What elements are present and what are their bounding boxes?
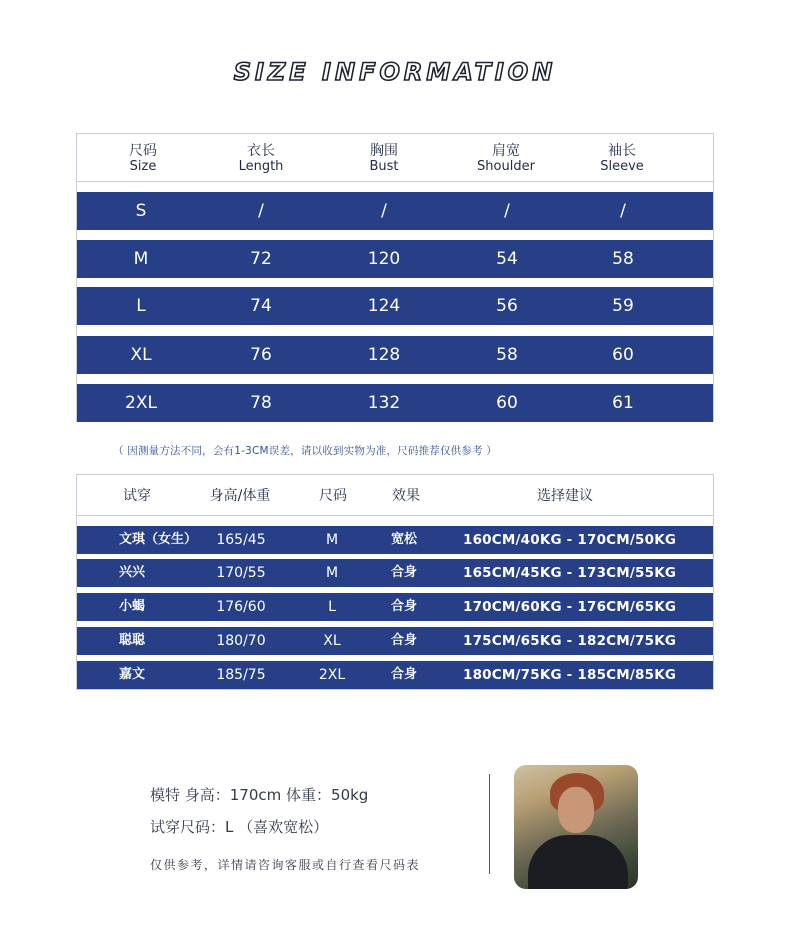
size-table xyxy=(76,133,714,422)
header-en: Bust xyxy=(369,159,399,174)
fit-row xyxy=(77,526,713,554)
size-row-s xyxy=(77,192,713,230)
cell-size: XL xyxy=(130,345,152,365)
header-bust xyxy=(329,143,439,175)
fit-effect: 合身 xyxy=(391,667,418,682)
fit-recommendation: 170CM/60KG - 176CM/65KG xyxy=(463,599,677,615)
header-en: Shoulder xyxy=(477,159,535,174)
cell-size: S xyxy=(135,201,147,221)
vertical-divider xyxy=(489,774,490,874)
cell-length: 72 xyxy=(250,249,272,269)
header-zh: 肩宽 xyxy=(492,143,520,159)
size-row-l xyxy=(77,287,713,325)
measurement-note: （ 因测量方法不同，会有1-3CM误差，请以收到实物为准，尺码推荐仅供参考 ） xyxy=(113,445,498,457)
header-recommendation: 选择建议 xyxy=(537,488,593,504)
size-row-m xyxy=(77,240,713,278)
size-row-2xl xyxy=(77,384,713,422)
model-tried-size: 试穿尺码：L （喜欢宽松） xyxy=(150,818,329,836)
cell-sleeve: / xyxy=(620,201,626,221)
cell-shoulder: 60 xyxy=(496,393,518,413)
fit-recommendation: 175CM/65KG - 182CM/75KG xyxy=(463,633,677,649)
cell-sleeve: 59 xyxy=(612,296,634,316)
height-weight: 165/45 xyxy=(216,532,266,548)
header-size: 尺码 xyxy=(319,488,347,504)
header-length xyxy=(206,143,316,175)
cell-bust: / xyxy=(381,201,387,221)
height-weight: 170/55 xyxy=(216,565,266,581)
tester-name: 嘉文 xyxy=(119,667,146,682)
tester-name: 兴兴 xyxy=(119,565,146,580)
fit-effect: 合身 xyxy=(391,599,418,614)
header-height-weight: 身高/体重 xyxy=(209,488,271,504)
header-en: Size xyxy=(129,159,157,174)
cell-sleeve: 60 xyxy=(612,345,634,365)
cell-sleeve: 61 xyxy=(612,393,634,413)
header-en: Sleeve xyxy=(600,159,644,174)
header-zh: 尺码 xyxy=(129,143,157,159)
cell-shoulder: 56 xyxy=(496,296,518,316)
header-size xyxy=(88,143,198,175)
tester-name: 文琪（女生） xyxy=(119,532,198,547)
cell-shoulder: / xyxy=(504,201,510,221)
size-table-header xyxy=(77,134,713,182)
fit-effect: 宽松 xyxy=(391,532,418,547)
cell-bust: 128 xyxy=(367,345,401,365)
header-en: Length xyxy=(238,159,284,174)
cell-sleeve: 58 xyxy=(612,249,634,269)
header-divider xyxy=(77,181,713,182)
fit-row xyxy=(77,661,713,689)
fit-row xyxy=(77,627,713,655)
cell-size: 2XL xyxy=(125,393,157,413)
model-stats: 模特 身高：170cm 体重：50kg xyxy=(150,786,369,804)
model-photo xyxy=(514,765,638,889)
fit-size: 2XL xyxy=(318,667,346,683)
tester-name: 小蝎 xyxy=(119,599,146,614)
fit-size: M xyxy=(325,565,339,581)
cell-shoulder: 54 xyxy=(496,249,518,269)
reference-note: 仅供参考，详情请咨询客服或自行查看尺码表 xyxy=(150,858,421,872)
header-shoulder xyxy=(451,143,561,175)
cell-bust: 124 xyxy=(367,296,401,316)
fit-size: XL xyxy=(323,633,341,649)
header-effect: 效果 xyxy=(392,488,420,504)
cell-bust: 120 xyxy=(367,249,401,269)
header-sleeve xyxy=(567,143,677,175)
cell-shoulder: 58 xyxy=(496,345,518,365)
header-zh: 衣长 xyxy=(247,143,275,159)
fit-row xyxy=(77,593,713,621)
height-weight: 185/75 xyxy=(216,667,266,683)
header-divider xyxy=(77,515,713,516)
size-row-xl xyxy=(77,336,713,374)
header-zh: 袖长 xyxy=(608,143,636,159)
cell-size: M xyxy=(133,249,149,269)
cell-length: 76 xyxy=(250,345,272,365)
fit-size: L xyxy=(328,599,336,615)
cell-length: 78 xyxy=(250,393,272,413)
fit-recommendation: 160CM/40KG - 170CM/50KG xyxy=(463,532,677,548)
cell-bust: 132 xyxy=(367,393,401,413)
photo-face-shape xyxy=(558,787,594,833)
fit-table-header xyxy=(77,475,713,515)
header-zh: 胸围 xyxy=(370,143,398,159)
page-title: SIZE INFORMATION xyxy=(233,58,557,86)
header-tester: 试穿 xyxy=(123,488,151,504)
cell-size: L xyxy=(136,296,146,316)
cell-length: 74 xyxy=(250,296,272,316)
height-weight: 180/70 xyxy=(216,633,266,649)
fit-size: M xyxy=(325,532,339,548)
height-weight: 176/60 xyxy=(216,599,266,615)
cell-length: / xyxy=(258,201,264,221)
fit-effect: 合身 xyxy=(391,565,418,580)
fit-recommendation: 180CM/75KG - 185CM/85KG xyxy=(463,667,677,683)
fit-effect: 合身 xyxy=(391,633,418,648)
fit-table xyxy=(76,474,714,690)
fit-row xyxy=(77,559,713,587)
photo-body-shape xyxy=(528,835,628,889)
fit-recommendation: 165CM/45KG - 173CM/55KG xyxy=(463,565,677,581)
tester-name: 聪聪 xyxy=(119,633,146,648)
